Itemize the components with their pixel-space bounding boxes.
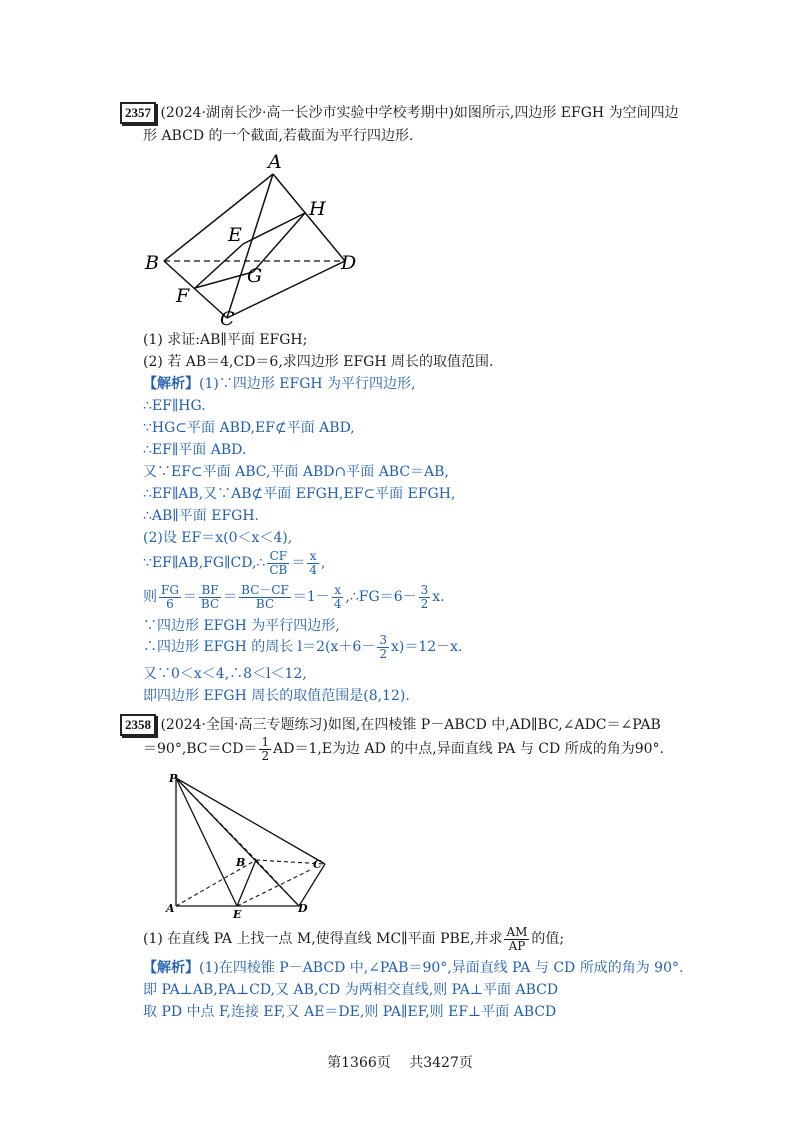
question-stem-cont: ＝90°,BC＝CD＝ $\frac{1}{2}$ AD＝1,E为边 AD 的中点,异面直线 PA 与 CD 所成的角为90°. [143, 734, 664, 763]
solution-line-11: ∵四边形 EFGH 为平行四边形, [143, 618, 340, 634]
q2358-solution-line-2: 即 PA⊥AB,PA⊥CD,又 AB,CD 为两相交直线,则 PA⊥平面 ABCD [143, 982, 559, 998]
q2358-header [120, 714, 661, 736]
question-number-badge: 2358 [120, 714, 156, 736]
solution-line-13: 又∵0＜x＜4,∴8＜l＜12, [143, 666, 307, 682]
edge-pb-dashed [176, 778, 256, 860]
question-stem: 如图,在四棱锥 P－ABCD 中,AD∥BC,∠ADC＝∠PAB [327, 717, 661, 733]
q2358-solution-line-3: 取 PD 中点 F,连接 EF,又 AE＝DE,则 PA∥EF,则 EF⊥平面 ABCD [143, 1004, 557, 1020]
edge-pc [176, 778, 325, 864]
label-f: F [176, 285, 190, 307]
label-a: A [268, 151, 282, 173]
edge-gh [253, 213, 305, 272]
solution-line-2: ∴EF∥HG. [143, 398, 206, 414]
label-b: B [236, 856, 246, 869]
label-e: E [228, 224, 242, 246]
solution-line-4: ∴EF∥平面 ABD. [143, 442, 247, 458]
edge-bc [164, 261, 227, 318]
part-2: (2) 若 AB＝4,CD＝6,求四边形 EFGH 周长的取值范围. [143, 354, 494, 370]
label-b: B [145, 252, 159, 274]
label-g: G [247, 265, 263, 287]
page-footer: 第1366页 共3427页 [327, 1055, 473, 1071]
label-c: C [313, 858, 322, 871]
label-p: P [169, 772, 178, 785]
solution-line-6: ∴EF∥AB,又∵AB⊄平面 EFGH,EF⊂平面 EFGH, [143, 486, 456, 502]
q2357-header [120, 102, 679, 124]
edge-cd [227, 261, 345, 318]
label-d: D [341, 252, 357, 274]
edge-ab [164, 174, 273, 261]
solution-line-8: (2)设 EF＝x(0＜x＜4), [143, 530, 293, 546]
solution-line-3: ∵HG⊂平面 ABD,EF⊄平面 ABD, [143, 420, 355, 436]
solution-line-9: ∵EF∥AB,FG∥CD,∴ $\frac{CF}{CB}$ ＝ $\frac{x}{4}$ , [143, 548, 326, 577]
q2358-solution-line-1: 【解析】(1)在四棱锥 P－ABCD 中,∠PAB＝90°,异面直线 PA 与 CD 所成的角为 90°. [143, 960, 684, 976]
edge-ec-dashed [237, 870, 310, 906]
tetrahedron-figure [140, 148, 380, 328]
solution-tag: 【解析】 [143, 376, 199, 392]
label-a: A [166, 902, 175, 915]
label-c: C [220, 308, 235, 328]
question-stem-cont: 形 ABCD 的一个截面,若截面为平行四边形. [143, 128, 414, 144]
pyramid-figure [160, 770, 340, 920]
question-number-badge: 2357 [120, 102, 156, 124]
solution-line-14: 即四边形 EFGH 周长的取值范围是(8,12). [143, 688, 410, 704]
q2358-part-1: (1) 在直线 PA 上找一点 M,使得直线 MC∥平面 PBE,并求 $\frac{AM}{AP}$ 的值; [143, 924, 565, 953]
label-d: D [298, 902, 308, 915]
label-e: E [233, 908, 242, 920]
question-source: (2024·湖南长沙·高一长沙市实验中学校考期中) [160, 105, 454, 121]
solution-line-1: 【解析】(1)∵四边形 EFGH 为平行四边形, [143, 376, 416, 392]
solution-line-12: ∴四边形 EFGH 的周长 l＝2(x＋6－ $\frac{3}{2}$ x)＝12－x. [143, 632, 463, 661]
solution-line-10: 则 $\frac{FG}{6}$ ＝ $\frac{BF}{BC}$ ＝ $\frac{BC-CF}{BC}$ ＝1－ $\frac{x}{4}$ ,∴FG＝6－ $\frac{3}{2}$ x. [143, 582, 445, 611]
edge-eh [243, 213, 305, 244]
edge-pe [176, 778, 237, 906]
solution-line-5: 又∵EF⊂平面 ABC,平面 ABD∩平面 ABC＝AB, [143, 464, 449, 480]
edge-ac [227, 174, 273, 318]
solution-tag: 【解析】 [143, 960, 199, 976]
solution-line-7: ∴AB∥平面 EFGH. [143, 508, 259, 524]
part-1: (1) 求证:AB∥平面 EFGH; [143, 332, 308, 348]
question-stem: 如图所示,四边形 EFGH 为空间四边 [453, 105, 679, 121]
label-h: H [309, 198, 326, 220]
question-source: (2024·全国·高三专题练习) [160, 717, 328, 733]
